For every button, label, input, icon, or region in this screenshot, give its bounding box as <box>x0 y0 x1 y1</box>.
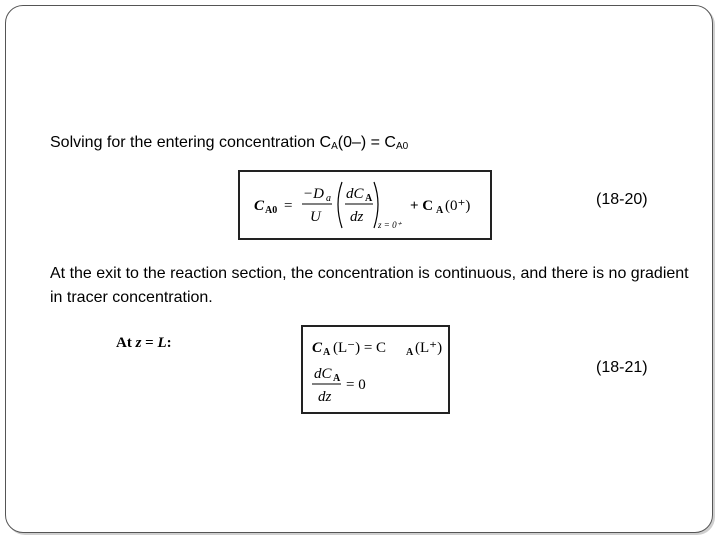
equation-number-18-21: (18-21) <box>596 359 648 376</box>
eq1-rhs: + C <box>410 198 434 214</box>
intro-middle: (0–) = C <box>337 134 396 151</box>
eq1-rhs-sub: A <box>436 205 444 216</box>
label-eq: = <box>145 335 158 351</box>
equation-18-20 <box>240 172 490 238</box>
label-colon: : <box>166 335 172 351</box>
equation-box-18-21 <box>301 325 450 414</box>
eq1-denominator: U <box>310 209 321 225</box>
equation-18-21 <box>303 327 448 412</box>
intro-prefix: Solving for the entering concentration C <box>50 134 332 151</box>
eq2-line1-c2-sub: A <box>406 347 414 358</box>
eq2-deriv-num: dC <box>314 366 332 382</box>
intro-sub-a0: A0 <box>395 141 409 152</box>
eq2-rhs: = 0 <box>346 377 366 393</box>
eq1-left-paren <box>338 182 342 228</box>
eq1-rhs-arg: (0⁺) <box>445 198 471 214</box>
eq1-numerator: −D <box>303 186 324 202</box>
eq1-lhs: C <box>254 198 265 214</box>
label-z: z <box>135 335 142 351</box>
equation-number-18-20: (18-20) <box>596 191 648 208</box>
eq1-equals: = <box>284 198 293 214</box>
eq2-line1-c2-arg: (L⁺) <box>415 340 443 356</box>
eq1-eval-at: z = 0⁺ <box>378 220 402 230</box>
intro-text <box>50 131 408 159</box>
intro-sub-a: A <box>331 141 338 152</box>
label-at: At <box>116 335 132 351</box>
eq1-deriv-num: dC <box>346 186 364 202</box>
eq2-deriv-den: dz <box>318 389 332 405</box>
eq1-deriv-den: dz <box>350 209 364 225</box>
eq1-numerator-sub: a <box>326 193 331 204</box>
body-paragraph: At the exit to the reaction section, the concentration is continuous, and there is no gradient in tracer concentration. <box>50 265 689 306</box>
eq1-deriv-num-sub: A <box>365 193 373 204</box>
eq2-deriv-num-sub: A <box>333 373 341 384</box>
label-l: L <box>157 335 167 351</box>
eq2-line1-c1-sub: A <box>323 347 331 358</box>
boundary-condition-label <box>116 335 172 352</box>
equation-box-18-20 <box>238 170 492 240</box>
eq2-line1-c1: C <box>312 340 323 356</box>
eq1-lhs-sub: A0 <box>265 205 278 216</box>
eq2-line1-middle: (L⁻) = C <box>333 340 387 356</box>
